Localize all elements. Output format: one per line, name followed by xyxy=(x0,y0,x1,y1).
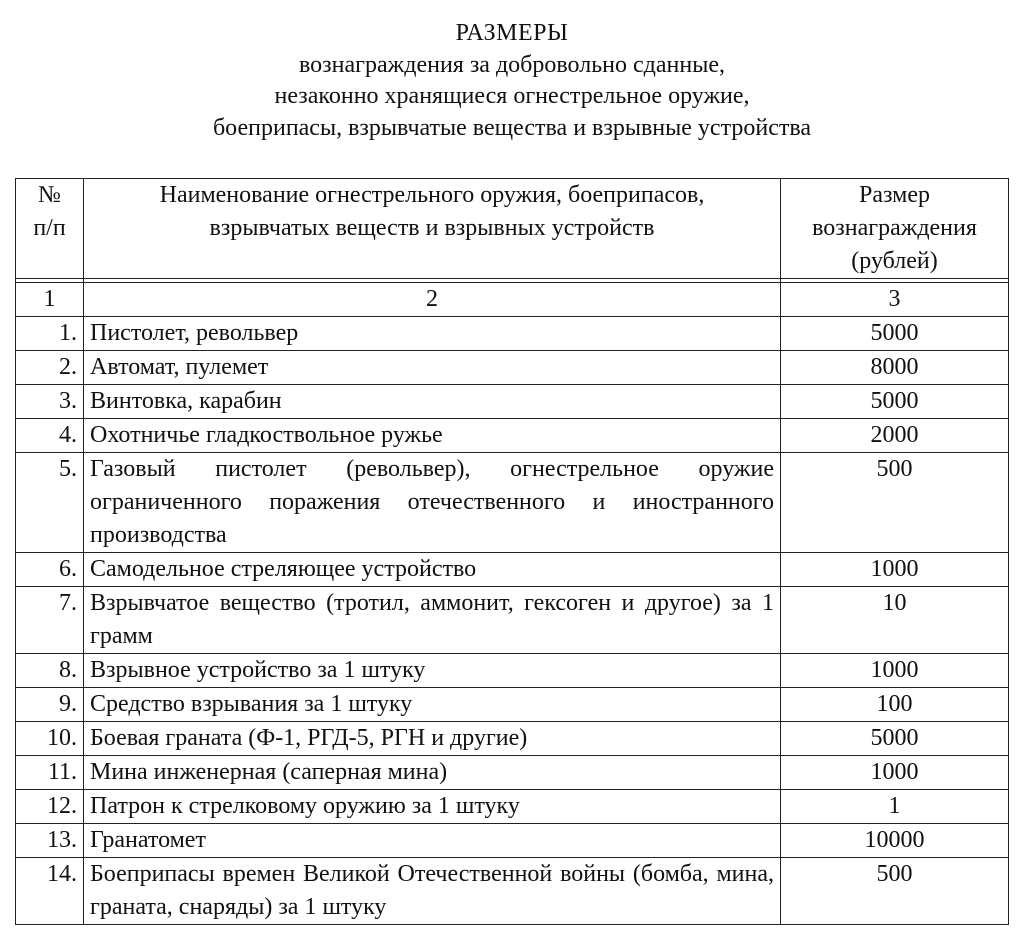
table-row xyxy=(16,453,1009,553)
row-reward-value: 8000 xyxy=(781,351,1009,385)
row-item-name: Газовый пистолет (револьвер), огнестрельное оружие ограниченного поражения отечественного и иностранного производства xyxy=(84,453,781,553)
row-item-name: Боевая граната (Ф-1, РГД-5, РГН и другие) xyxy=(84,722,781,756)
row-reward-value: 10 xyxy=(781,587,1009,654)
table-row xyxy=(16,385,1009,419)
row-number: 12. xyxy=(16,790,84,824)
table-row xyxy=(16,351,1009,385)
row-reward-value: 5000 xyxy=(781,317,1009,351)
row-item-name: Средство взрывания за 1 штуку xyxy=(84,688,781,722)
row-number: 7. xyxy=(16,587,84,654)
title-subtitle-line-1: вознаграждения за добровольно сданные, xyxy=(299,51,725,78)
table-row xyxy=(16,790,1009,824)
column-numbers-row xyxy=(16,283,1009,317)
header-name-line: взрывчатых веществ и взрывных устройств xyxy=(209,215,655,241)
row-item-name: Пистолет, револьвер xyxy=(84,317,781,351)
row-reward-value: 2000 xyxy=(781,419,1009,453)
row-reward-value: 100 xyxy=(781,688,1009,722)
row-item-name: Охотничье гладкоствольное ружье xyxy=(84,419,781,453)
row-item-name: Винтовка, карабин xyxy=(84,385,781,419)
header-num-line: п/п xyxy=(33,215,66,241)
row-reward-value: 1 xyxy=(781,790,1009,824)
header-name xyxy=(84,179,781,279)
column-number: 2 xyxy=(84,283,781,317)
row-reward-value: 5000 xyxy=(781,385,1009,419)
row-number: 13. xyxy=(16,824,84,858)
row-reward-value: 500 xyxy=(781,858,1009,925)
row-reward-value: 1000 xyxy=(781,756,1009,790)
table-row xyxy=(16,419,1009,453)
rewards-table xyxy=(15,178,1009,925)
row-number: 14. xyxy=(16,858,84,925)
row-reward-value: 1000 xyxy=(781,654,1009,688)
row-item-name: Взрывное устройство за 1 штуку xyxy=(84,654,781,688)
row-item-name: Автомат, пулемет xyxy=(84,351,781,385)
header-value-line: вознаграждения xyxy=(812,215,977,241)
row-number: 3. xyxy=(16,385,84,419)
title-subtitle-line-2: незаконно хранящиеся огнестрельное оружие, xyxy=(274,83,750,109)
title-main: РАЗМЕРЫ xyxy=(455,20,569,46)
table-row xyxy=(16,317,1009,351)
header-value-line: (рублей) xyxy=(851,248,938,274)
row-reward-value: 1000 xyxy=(781,553,1009,587)
row-number: 10. xyxy=(16,722,84,756)
row-number: 2. xyxy=(16,351,84,385)
title-subtitle-line-3: боеприпасы, взрывчатые вещества и взрывные устройства xyxy=(212,114,812,141)
row-item-name: Мина инженерная (саперная мина) xyxy=(84,756,781,790)
header-num-line: № xyxy=(38,182,61,208)
row-reward-value: 5000 xyxy=(781,722,1009,756)
document-title xyxy=(0,18,1024,144)
row-item-name: Гранатомет xyxy=(84,824,781,858)
table-row xyxy=(16,587,1009,654)
table-row xyxy=(16,756,1009,790)
row-item-name: Патрон к стрелковому оружию за 1 штуку xyxy=(84,790,781,824)
header-name-line: Наименование огнестрельного оружия, боеприпасов, xyxy=(159,182,705,208)
row-number: 1. xyxy=(16,317,84,351)
table-row xyxy=(16,824,1009,858)
table-header-row xyxy=(16,179,1009,279)
header-num xyxy=(16,179,84,279)
table-row xyxy=(16,688,1009,722)
header-value xyxy=(781,179,1009,279)
column-number: 3 xyxy=(781,283,1009,317)
row-number: 5. xyxy=(16,453,84,553)
row-number: 11. xyxy=(16,756,84,790)
table-row xyxy=(16,858,1009,925)
table-row xyxy=(16,722,1009,756)
row-item-name: Взрывчатое вещество (тротил, аммонит, гексоген и другое) за 1 грамм xyxy=(84,587,781,654)
row-number: 8. xyxy=(16,654,84,688)
row-number: 9. xyxy=(16,688,84,722)
column-number: 1 xyxy=(16,283,84,317)
row-reward-value: 10000 xyxy=(781,824,1009,858)
row-item-name: Самодельное стреляющее устройство xyxy=(84,553,781,587)
table-row xyxy=(16,654,1009,688)
row-number: 4. xyxy=(16,419,84,453)
row-item-name: Боеприпасы времен Великой Отечественной войны (бомба, мина, граната, снаряды) за 1 штуку xyxy=(84,858,781,925)
row-reward-value: 500 xyxy=(781,453,1009,553)
table-row xyxy=(16,553,1009,587)
row-number: 6. xyxy=(16,553,84,587)
header-value-line: Размер xyxy=(859,182,930,208)
